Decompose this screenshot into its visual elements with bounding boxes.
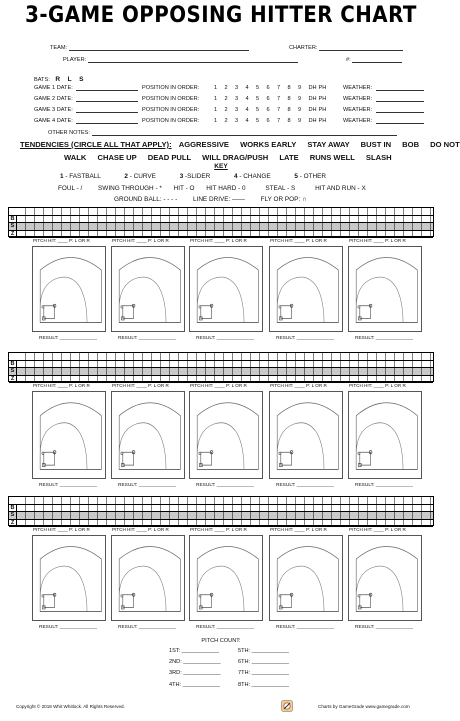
game-date-label: GAME 4 DATE:	[34, 118, 73, 124]
tendency-chase-up[interactable]: CHASE UP	[97, 153, 137, 162]
pitch-table-row[interactable]	[9, 216, 433, 224]
page-title: 3-GAME OPPOSING HITTER CHART	[25, 3, 417, 28]
other-notes-line	[92, 130, 397, 136]
position-order-label: POSITION IN ORDER:	[142, 85, 200, 91]
spray-chart-field[interactable]	[348, 535, 422, 621]
weather-label: WEATHER:	[343, 85, 373, 91]
pitch-grid[interactable]	[17, 368, 433, 375]
pitch-hit-field[interactable]: PITCH HIT: ____ P: L OR R	[349, 238, 406, 243]
weather-label: WEATHER:	[343, 96, 373, 102]
key-other: 5 - OTHER	[294, 173, 327, 180]
pitch-grid[interactable]	[17, 497, 433, 504]
tendency-stay-away[interactable]: STAY AWAY	[307, 140, 350, 149]
result-field[interactable]: RESULT: ______________	[118, 336, 177, 341]
weather-line[interactable]	[376, 107, 424, 113]
game-date-line[interactable]	[76, 85, 138, 91]
gamegrade-logo	[281, 699, 293, 711]
position-order-value[interactable]: 1	[214, 118, 218, 124]
spray-chart-field[interactable]	[111, 535, 185, 621]
pitch-count-inning[interactable]: 4TH: ____________	[169, 682, 221, 688]
tendencies-line-2	[64, 153, 392, 162]
key-heading: KEY	[214, 163, 228, 170]
position-order-value[interactable]: PH	[318, 85, 327, 91]
pitch-grid[interactable]	[17, 376, 433, 383]
pitch-table-row[interactable]	[9, 368, 433, 376]
pitch-table-row[interactable]	[9, 361, 433, 369]
tendencies-line-1	[20, 140, 460, 149]
key-fastball: 1 - FASTBALL	[60, 173, 101, 180]
position-order-value[interactable]: 3	[235, 85, 239, 91]
position-order-value[interactable]: DH	[308, 107, 317, 113]
spray-chart-field[interactable]	[189, 535, 263, 621]
pitch-grid[interactable]	[17, 223, 433, 230]
tendency-aggressive[interactable]: AGGRESSIVE	[178, 140, 229, 149]
weather-line[interactable]	[376, 118, 424, 124]
weather-label: WEATHER:	[343, 107, 373, 113]
result-field[interactable]: RESULT: ______________	[118, 625, 177, 630]
pitch-row-label: S	[9, 512, 17, 520]
spray-chart-field[interactable]	[189, 246, 263, 332]
spray-chart-field[interactable]	[32, 246, 106, 332]
pitch-grid[interactable]	[17, 520, 433, 527]
position-order-value[interactable]: 3	[235, 107, 239, 113]
pitch-table-row[interactable]	[9, 223, 433, 231]
result-field[interactable]: RESULT: ______________	[118, 483, 177, 488]
pitch-grid[interactable]	[17, 216, 433, 223]
result-field[interactable]: RESULT: ______________	[39, 625, 98, 630]
pitch-hit-field[interactable]: PITCH HIT: ____ P: L OR R	[270, 383, 327, 388]
position-order-value[interactable]: DH	[308, 118, 317, 124]
position-order-value[interactable]: 5	[256, 107, 260, 113]
player-line	[88, 57, 298, 63]
position-order-value[interactable]: 7	[277, 96, 281, 102]
position-order-value[interactable]: 5	[256, 118, 260, 124]
pitch-table-row[interactable]	[9, 376, 433, 384]
pitch-table-row[interactable]	[9, 231, 433, 239]
pitch-table-row[interactable]	[9, 505, 433, 513]
pitch-table-row[interactable]	[9, 512, 433, 520]
pitch-hit-field[interactable]: PITCH HIT: ____ P: L OR R	[33, 238, 90, 243]
key-swing-through: SWING THROUGH - *	[98, 185, 162, 192]
tendency-dead-pull[interactable]: DEAD PULL	[147, 153, 192, 162]
pitch-table-header	[9, 208, 433, 216]
weather-line[interactable]	[376, 96, 424, 102]
spray-chart-field[interactable]	[269, 391, 343, 479]
position-order-value[interactable]: 6	[266, 118, 270, 124]
position-order-value[interactable]: DH	[308, 85, 317, 91]
game-row	[34, 118, 434, 124]
spray-chart-field[interactable]	[189, 391, 263, 479]
position-order-value[interactable]: DH	[308, 96, 317, 102]
pitch-row-label: Z	[9, 231, 17, 239]
pitch-count-inning[interactable]: 8TH: ____________	[238, 682, 290, 688]
tendency-late[interactable]: LATE	[279, 153, 299, 162]
bats-option-l[interactable]: L	[67, 76, 72, 83]
pitch-row-label: B	[9, 216, 17, 224]
weather-line[interactable]	[376, 85, 424, 91]
position-order-value[interactable]: PH	[318, 96, 327, 102]
tendency-slash[interactable]: SLASH	[365, 153, 392, 162]
position-order-value[interactable]: 4	[245, 107, 249, 113]
pitch-count-inning[interactable]: 2ND: ____________	[169, 659, 221, 665]
key-symbols-2	[114, 196, 307, 203]
tendency-bust-in[interactable]: BUST IN	[360, 140, 392, 149]
pitch-grid[interactable]	[17, 505, 433, 512]
pitch-row-label: Z	[9, 520, 17, 528]
pitch-hit-field[interactable]: PITCH HIT: ____ P: L OR R	[190, 527, 247, 532]
other-notes-field[interactable]	[48, 130, 397, 136]
charter-field[interactable]	[289, 45, 403, 51]
position-order-value[interactable]: 2	[224, 107, 228, 113]
pitch-grid[interactable]	[17, 512, 433, 519]
position-order-value[interactable]: 3	[235, 118, 239, 124]
other-notes-label: OTHER NOTES:	[48, 130, 90, 136]
player-label: PLAYER:	[63, 57, 87, 63]
pitch-grid[interactable]	[17, 208, 433, 215]
pitch-hit-field[interactable]: PITCH HIT: ____ P: L OR R	[33, 383, 90, 388]
key-slider: 3 -SLIDER	[179, 173, 211, 180]
position-order-value[interactable]: 8	[287, 118, 291, 124]
position-order-value[interactable]: 2	[224, 96, 228, 102]
spray-chart-field[interactable]	[111, 391, 185, 479]
position-order-value[interactable]: 6	[266, 96, 270, 102]
bats-row	[34, 76, 83, 83]
position-order-value[interactable]: 7	[277, 85, 281, 91]
position-order-value[interactable]: 1	[214, 85, 218, 91]
position-order-value[interactable]: 1	[214, 96, 218, 102]
pitch-grid[interactable]	[17, 361, 433, 368]
pitch-count-inning[interactable]: 7TH: ____________	[238, 670, 290, 676]
pitch-location-table	[8, 496, 434, 526]
pitch-table-header	[9, 497, 433, 505]
position-order-value[interactable]: 6	[266, 107, 270, 113]
result-field[interactable]: RESULT: ______________	[276, 336, 335, 341]
result-field[interactable]: RESULT: ______________	[355, 625, 414, 630]
game-date-line[interactable]	[76, 118, 138, 124]
position-order-values	[214, 107, 329, 113]
spray-chart-field[interactable]	[32, 535, 106, 621]
game-date-label: GAME 1 DATE:	[34, 85, 73, 91]
key-line-drive: LINE DRIVE: ——	[192, 196, 245, 203]
position-order-value[interactable]: 9	[298, 118, 302, 124]
position-order-value[interactable]: 1	[214, 107, 218, 113]
position-order-value[interactable]: 4	[245, 85, 249, 91]
game-date-label: GAME 2 DATE:	[34, 96, 73, 102]
result-field[interactable]: RESULT: ______________	[196, 625, 255, 630]
key-symbols-1	[58, 185, 366, 192]
result-field[interactable]: RESULT: ______________	[276, 483, 335, 488]
result-field[interactable]: RESULT: ______________	[196, 336, 255, 341]
pitch-table-header	[9, 353, 433, 361]
pitch-count-inning[interactable]: 6TH: ____________	[238, 659, 290, 665]
pitch-hit-field[interactable]: PITCH HIT: ____ P: L OR R	[112, 527, 169, 532]
position-order-value[interactable]: 6	[266, 85, 270, 91]
position-order-value[interactable]: 9	[298, 107, 302, 113]
game-date-line[interactable]	[76, 107, 138, 113]
credit-text: Charts by GameGrade www.gamegrade.com	[318, 704, 410, 709]
game-row	[34, 96, 434, 102]
bats-option-s[interactable]: S	[79, 76, 84, 83]
key-hit-hard: HIT HARD - 0	[206, 185, 246, 192]
tendency-walk[interactable]: WALK	[64, 153, 87, 162]
pitch-grid[interactable]	[17, 231, 433, 238]
position-order-label: POSITION IN ORDER:	[142, 96, 200, 102]
weather-label: WEATHER:	[343, 118, 373, 124]
game-row	[34, 107, 434, 113]
pitch-hit-field[interactable]: PITCH HIT: ____ P: L OR R	[190, 383, 247, 388]
spray-chart-field[interactable]	[269, 246, 343, 332]
position-order-value[interactable]: 9	[298, 96, 302, 102]
result-field[interactable]: RESULT: ______________	[355, 336, 414, 341]
game-row	[34, 85, 434, 91]
spray-chart-field[interactable]	[269, 535, 343, 621]
key-change: 4 - CHANGE	[234, 173, 271, 180]
position-order-value[interactable]: 7	[277, 107, 281, 113]
pitch-location-table	[8, 352, 434, 382]
pitch-hit-field[interactable]: PITCH HIT: ____ P: L OR R	[33, 527, 90, 532]
position-order-label: POSITION IN ORDER:	[142, 118, 200, 124]
result-field[interactable]: RESULT: ______________	[39, 336, 98, 341]
pitch-count-inning[interactable]: 3RD: ____________	[169, 670, 221, 676]
tendency-bob[interactable]: BOB	[402, 140, 420, 149]
pitch-location-table	[8, 207, 434, 237]
spray-chart-field[interactable]	[348, 391, 422, 479]
pitch-grid[interactable]	[17, 353, 433, 360]
position-order-value[interactable]: 5	[256, 85, 260, 91]
key-hit: HIT - O	[173, 185, 195, 192]
pitch-hit-field[interactable]: PITCH HIT: ____ P: L OR R	[349, 383, 406, 388]
position-order-values	[214, 118, 329, 124]
position-order-value[interactable]: 7	[277, 118, 281, 124]
position-order-value[interactable]: 4	[245, 96, 249, 102]
position-order-value[interactable]: 8	[287, 107, 291, 113]
copyright-text: Copyright © 2018 Whit Whitlock. All Rights Reserved.	[16, 704, 125, 709]
pitch-row-label: S	[9, 368, 17, 376]
pitch-row-label: B	[9, 505, 17, 513]
position-order-value[interactable]: 3	[235, 96, 239, 102]
position-order-value[interactable]: 8	[287, 96, 291, 102]
number-label: #:	[346, 57, 351, 63]
result-field[interactable]: RESULT: ______________	[39, 483, 98, 488]
position-order-value[interactable]: 9	[298, 85, 302, 91]
position-order-value[interactable]: PH	[318, 118, 327, 124]
result-field[interactable]: RESULT: ______________	[276, 625, 335, 630]
bats-label: BATS:	[34, 77, 50, 83]
tendency-will-drag-push[interactable]: WILL DRAG/PUSH	[202, 153, 269, 162]
pitch-hit-field[interactable]: PITCH HIT: ____ P: L OR R	[349, 527, 406, 532]
position-order-value[interactable]: 2	[224, 118, 228, 124]
spray-chart-field[interactable]	[111, 246, 185, 332]
pitch-hit-field[interactable]: PITCH HIT: ____ P: L OR R	[190, 238, 247, 243]
position-order-value[interactable]: 8	[287, 85, 291, 91]
pitch-count-inning[interactable]: 5TH: ____________	[238, 648, 290, 654]
team-label: TEAM:	[50, 45, 68, 51]
key-pitch-types	[60, 173, 326, 180]
tendencies-label: TENDENCIES (CIRCLE ALL THAT APPLY):	[20, 140, 172, 149]
pitch-count-inning[interactable]: 1ST: ____________	[169, 648, 220, 654]
position-order-value[interactable]: 5	[256, 96, 260, 102]
charter-line	[319, 45, 403, 51]
pitch-row-label: Z	[9, 376, 17, 384]
position-order-label: POSITION IN ORDER:	[142, 107, 200, 113]
charter-label: CHARTER:	[289, 45, 318, 51]
position-order-values	[214, 96, 329, 102]
pitch-count-label: PITCH COUNT:	[201, 638, 241, 644]
team-line	[69, 45, 249, 51]
key-ground-ball: GROUND BALL: - - - -	[114, 196, 178, 203]
position-order-value[interactable]: 4	[245, 118, 249, 124]
spray-chart-field[interactable]	[348, 246, 422, 332]
team-field[interactable]	[50, 45, 249, 51]
spray-chart-field[interactable]	[32, 391, 106, 479]
key-steal: STEAL - S	[265, 185, 296, 192]
pitch-hit-field[interactable]: PITCH HIT: ____ P: L OR R	[270, 238, 327, 243]
number-line	[352, 57, 402, 63]
key-curve: 2 - CURVE	[124, 173, 156, 180]
result-field[interactable]: RESULT: ______________	[196, 483, 255, 488]
number-field[interactable]	[346, 57, 402, 63]
tendency-runs-well[interactable]: RUNS WELL	[309, 153, 355, 162]
position-order-value[interactable]: 2	[224, 85, 228, 91]
pitch-hit-field[interactable]: PITCH HIT: ____ P: L OR R	[112, 383, 169, 388]
pitch-row-label: S	[9, 223, 17, 231]
tendency-do-not[interactable]: DO NOT	[430, 140, 460, 149]
game-date-line[interactable]	[76, 96, 138, 102]
pitch-hit-field[interactable]: PITCH HIT: ____ P: L OR R	[112, 238, 169, 243]
position-order-values	[214, 85, 329, 91]
game-date-label: GAME 3 DATE:	[34, 107, 73, 113]
key-fly-or-pop: FLY OR POP: ∩	[260, 196, 307, 203]
pitch-table-row[interactable]	[9, 520, 433, 528]
key-hit-and-run: HIT AND RUN - X	[315, 185, 366, 192]
pitch-row-label: B	[9, 361, 17, 369]
tendency-works-early[interactable]: WORKS EARLY	[240, 140, 297, 149]
position-order-value[interactable]: PH	[318, 107, 327, 113]
key-foul: FOUL - /	[58, 185, 83, 192]
player-field[interactable]	[63, 57, 298, 63]
bats-option-r[interactable]: R	[55, 76, 61, 83]
result-field[interactable]: RESULT: ______________	[355, 483, 414, 488]
pitch-hit-field[interactable]: PITCH HIT: ____ P: L OR R	[270, 527, 327, 532]
